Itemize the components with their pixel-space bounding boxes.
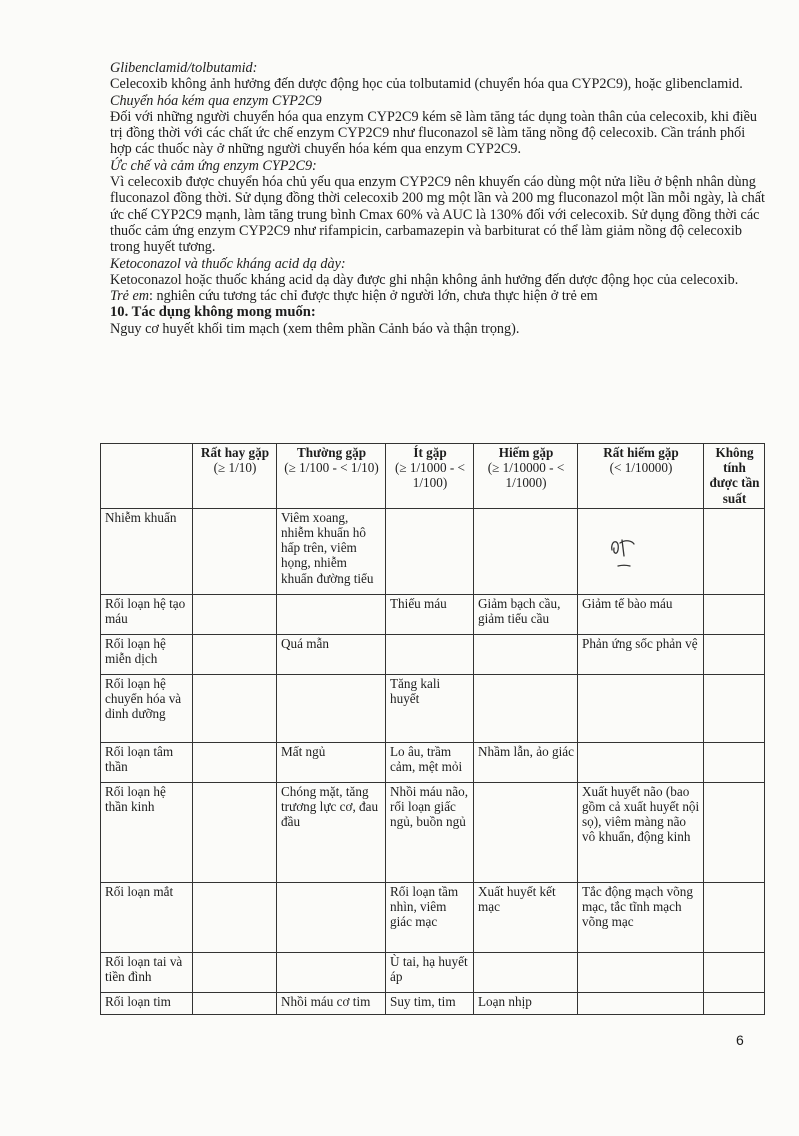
table-cell: Nhồi máu não, rối loạn giấc ngủ, buồn ngủ <box>386 782 474 882</box>
table-cell: Giảm tế bào máu <box>578 594 704 634</box>
table-cell <box>578 674 704 742</box>
organ-cell: Rối loạn mắt <box>101 882 193 952</box>
table-cell <box>193 782 277 882</box>
table-cell <box>578 508 704 594</box>
table-cell <box>474 952 578 992</box>
table-cell: Mất ngủ <box>277 742 386 782</box>
table-cell <box>277 594 386 634</box>
table-row <box>101 782 765 882</box>
paragraph-children <box>110 288 765 304</box>
table-cell <box>578 992 704 1014</box>
subheading-ketoconazol: Ketoconazol và thuốc kháng acid dạ dày: <box>110 255 346 272</box>
organ-cell: Rối loạn hệ thần kinh <box>101 782 193 882</box>
organ-cell: Rối loạn tim <box>101 992 193 1014</box>
organ-cell: Nhiễm khuẩn <box>101 508 193 594</box>
table-cell <box>474 508 578 594</box>
header-cell-1: Rất hay gặp (≥ 1/10) <box>193 444 277 509</box>
table-row <box>101 742 765 782</box>
table-cell <box>704 742 765 782</box>
table-cell: Nhồi máu cơ tim <box>277 992 386 1014</box>
section-heading: 10. Tác dụng không mong muốn: <box>110 304 316 321</box>
table-cell <box>474 634 578 674</box>
table-cell <box>193 634 277 674</box>
table-cell: Nhầm lẫn, ảo giác <box>474 742 578 782</box>
table-cell <box>578 952 704 992</box>
table-cell: Tăng kali huyết <box>386 674 474 742</box>
organ-cell: Rối loạn hệ tạo máu <box>101 594 193 634</box>
table-cell: Xuất huyết não (bao gồm cả xuất huyết nội sọ), viêm màng não vô khuẩn, động kinh <box>578 782 704 882</box>
table-cell <box>704 992 765 1014</box>
table-cell <box>704 782 765 882</box>
table-header-row <box>101 444 765 509</box>
page-number: 6 <box>736 1032 744 1048</box>
table-cell: Rối loạn tầm nhìn, viêm giác mạc <box>386 882 474 952</box>
table-cell: Quá mẫn <box>277 634 386 674</box>
paragraph-glibenclamid: Celecoxib không ảnh hưởng đến dược động học của tolbutamid (chuyển hóa qua CYP2C9), hoặc glibenclamid. <box>110 76 743 93</box>
table-cell <box>193 992 277 1014</box>
paragraph-inhibition-induction: Vì celecoxib được chuyển hóa chủ yếu qua enzym CYP2C9 nên khuyến cáo dùng một nửa liều ở bệnh nhân dùng fluconazol đồng thời. Sử dụng đồng thời celecoxib 200 mg một lần và 200 mg fluconazol một lần mỗi ngày, là chất ức chế CYP2C9 mạnh, làm tăng trung bình Cmax 60% và AUC là 130% đối với celecoxib. Sử dụng đồng thời các thuốc cảm ứng enzym CYP2C9 như rifampicin, carbamazepin và barbiturat có thể làm giảm nồng độ celecoxib trong huyết tương. <box>110 174 765 256</box>
table-cell <box>474 782 578 882</box>
paragraph-poor-metabolizer: Đối với những người chuyển hóa qua enzym CYP2C9 kém sẽ làm tăng tác dụng toàn thân của celecoxib, khi điều trị đồng thời với các chất ức chế enzym CYP2C9 như fluconazol sẽ làm tăng nồng độ celecoxib. Cần tránh phối hợp các thuốc này ở những người chuyển hóa kém qua enzym CYP2C9. <box>110 108 757 158</box>
table-cell: Loạn nhịp <box>474 992 578 1014</box>
table-cell: Tắc động mạch võng mạc, tắc tĩnh mạch võng mạc <box>578 882 704 952</box>
table-cell: Viêm xoang, nhiễm khuẩn hô hấp trên, viêm họng, nhiễm khuẩn đường tiểu <box>277 508 386 594</box>
table-cell <box>386 634 474 674</box>
table-cell <box>277 882 386 952</box>
handwritten-initials <box>606 530 640 570</box>
table-cell <box>704 674 765 742</box>
table-cell <box>277 674 386 742</box>
table-cell <box>704 634 765 674</box>
table-cell <box>704 594 765 634</box>
table-row <box>101 952 765 992</box>
table-row <box>101 634 765 674</box>
header-cell-6: Không tính được tần suất <box>704 444 765 509</box>
subheading-poor-metabolizer: Chuyển hóa kém qua enzym CYP2C9 <box>110 92 322 109</box>
table-cell <box>193 508 277 594</box>
adverse-effects-table <box>100 443 765 1015</box>
header-cell-5: Rất hiếm gặp (< 1/10000) <box>578 444 704 509</box>
table-cell: Ù tai, hạ huyết áp <box>386 952 474 992</box>
table-cell: Suy tim, tim <box>386 992 474 1014</box>
subheading-inhibition-induction: Ức chế và cảm ứng enzym CYP2C9: <box>110 157 317 174</box>
header-cell-4: Hiếm gặp (≥ 1/10000 - < 1/1000) <box>474 444 578 509</box>
table-cell: Lo âu, trầm cảm, mệt mỏi <box>386 742 474 782</box>
table-cell <box>193 742 277 782</box>
table-cell <box>193 952 277 992</box>
children-label: Trẻ em <box>110 288 150 305</box>
subheading-glibenclamid: Glibenclamid/tolbutamid: <box>110 60 258 76</box>
table-cell <box>704 882 765 952</box>
paragraph-ketoconazol: Ketoconazol hoặc thuốc kháng acid dạ dày được ghi nhận không ảnh hưởng đến dược động học của celecoxib. <box>110 271 739 288</box>
document-body <box>110 60 765 337</box>
table-cell <box>474 674 578 742</box>
organ-cell: Rối loạn hệ chuyển hóa và dinh dưỡng <box>101 674 193 742</box>
table-cell <box>277 952 386 992</box>
table-cell <box>386 508 474 594</box>
table-cell <box>704 952 765 992</box>
header-cell-2: Thường gặp (≥ 1/100 - < 1/10) <box>277 444 386 509</box>
header-cell-0 <box>101 444 193 509</box>
header-cell-3: Ít gặp (≥ 1/1000 - < 1/100) <box>386 444 474 509</box>
table-cell <box>704 508 765 594</box>
organ-cell: Rối loạn hệ miễn dịch <box>101 634 193 674</box>
organ-cell: Rối loạn tai và tiền đình <box>101 952 193 992</box>
table-cell <box>193 674 277 742</box>
table-row <box>101 594 765 634</box>
table-cell: Thiếu máu <box>386 594 474 634</box>
table-row <box>101 508 765 594</box>
table-cell <box>578 742 704 782</box>
table-row <box>101 992 765 1014</box>
table-cell: Phản ứng sốc phản vệ <box>578 634 704 674</box>
table-cell <box>193 882 277 952</box>
table-cell: Giảm bạch cầu, giảm tiểu cầu <box>474 594 578 634</box>
children-text: : nghiên cứu tương tác chỉ được thực hiện ở người lớn, chưa thực hiện ở trẻ em <box>149 288 598 305</box>
section-intro: Nguy cơ huyết khối tim mạch (xem thêm phần Cảnh báo và thận trọng). <box>110 320 520 337</box>
table-row <box>101 674 765 742</box>
table-row <box>101 882 765 952</box>
table-cell <box>193 594 277 634</box>
table-cell: Xuất huyết kết mạc <box>474 882 578 952</box>
organ-cell: Rối loạn tâm thần <box>101 742 193 782</box>
table-cell: Chóng mặt, tăng trương lực cơ, đau đầu <box>277 782 386 882</box>
